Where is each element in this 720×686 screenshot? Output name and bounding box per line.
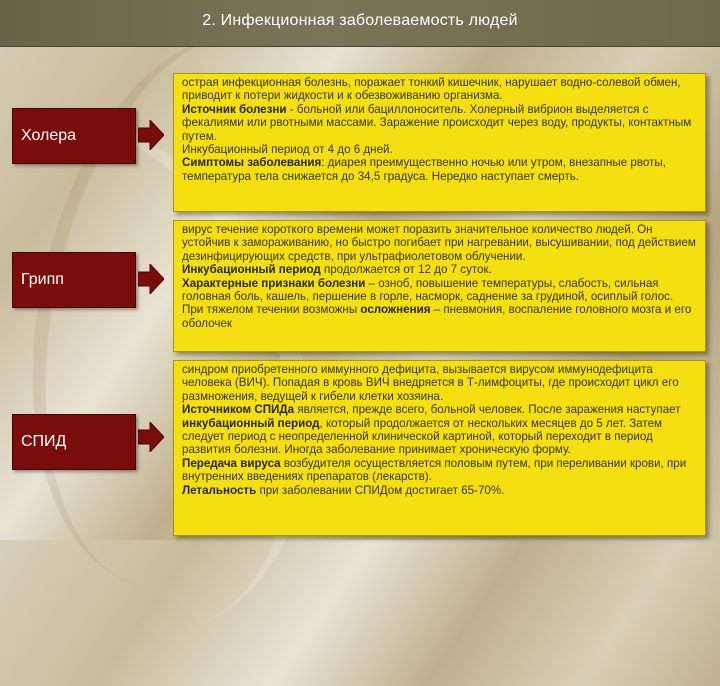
slide-title: 2. Инфекционная заболеваемость людей [202, 12, 518, 29]
description-line: синдром приобретенного иммунного дефицита, вызывается вирусом иммунодефицита человека (ВИЧ). Попадая в кровь ВИЧ внедряется в Т-лимфоциты, где происходит цикл его размножения, ведущей к гибели клетки хозяина. [182, 363, 679, 403]
title-bar [0, 0, 720, 47]
disease-name: Грипп [21, 271, 64, 288]
description-line: Симптомы заболевания: диарея преимущественно ночью или утром, внезапные рвоты, температура тела снижается до 34,5 градуса. Нередко наступает смерть. [182, 156, 666, 183]
description-line: Летальность при заболевании СПИДом достигает 65-70%. [182, 483, 505, 497]
description-line: вирус течение короткого времени может поразить значительное количество людей. Он устойчив к замораживанию, но быстро погибает при нагревании, высушивании, под действием дезинфицирующих средств, при ультрафиолетовом облучении. [182, 223, 696, 263]
disease-description-aids [173, 360, 706, 536]
disease-name: Холера [21, 127, 77, 144]
description-line: Инкубационный период продолжается от 12 до 7 суток. [182, 263, 492, 277]
arrow-right-icon [138, 422, 164, 452]
arrow-right-icon [138, 264, 164, 294]
description-line: Источником СПИДа является, прежде всего, больной человек. После заражения наступает инкубационный период, который продолжается от нескольких месяцев до 5 лет. Затем следует период с неопределенной клинической картиной, который переходит в период развития болезни. Иногда заболевание принимает хроническую форму. [182, 403, 681, 457]
disease-description-flu [173, 220, 706, 352]
disease-description-cholera [173, 73, 706, 212]
disease-label-cholera [12, 108, 136, 164]
description-line: Характерные признаки болезни – озноб, повышение температуры, слабость, сильная головная боль, кашель, першение в горле, насморк, саднение за грудиной, осиплый голос. При тяжелом течении возможны осложнения – пневмония, воспаление головного мозга и его оболочек [182, 276, 692, 330]
description-line: острая инфекционная болезнь, поражает тонкий кишечник, нарушает водно-солевой обмен, приводит к потери жидкости и к обезвоживанию организма. [182, 76, 681, 103]
disease-name: СПИД [21, 433, 67, 450]
arrow-right-icon [138, 120, 164, 150]
description-line: Источник болезни - больной или бациллоноситель. Холерный вибрион выделяется с фекалиями или рвотными массами. Заражение происходит через воду, продукты, контактным путем. [182, 102, 692, 143]
description-line: Передача вируса возбудителя осуществляется половым путем, при переливании крови, при внутренних введениях препаратов (лекарств). [182, 456, 687, 484]
description-line: Инкубационный период от 4 до 6 дней. [182, 143, 393, 157]
disease-label-flu [12, 252, 136, 308]
disease-label-aids [12, 414, 136, 470]
